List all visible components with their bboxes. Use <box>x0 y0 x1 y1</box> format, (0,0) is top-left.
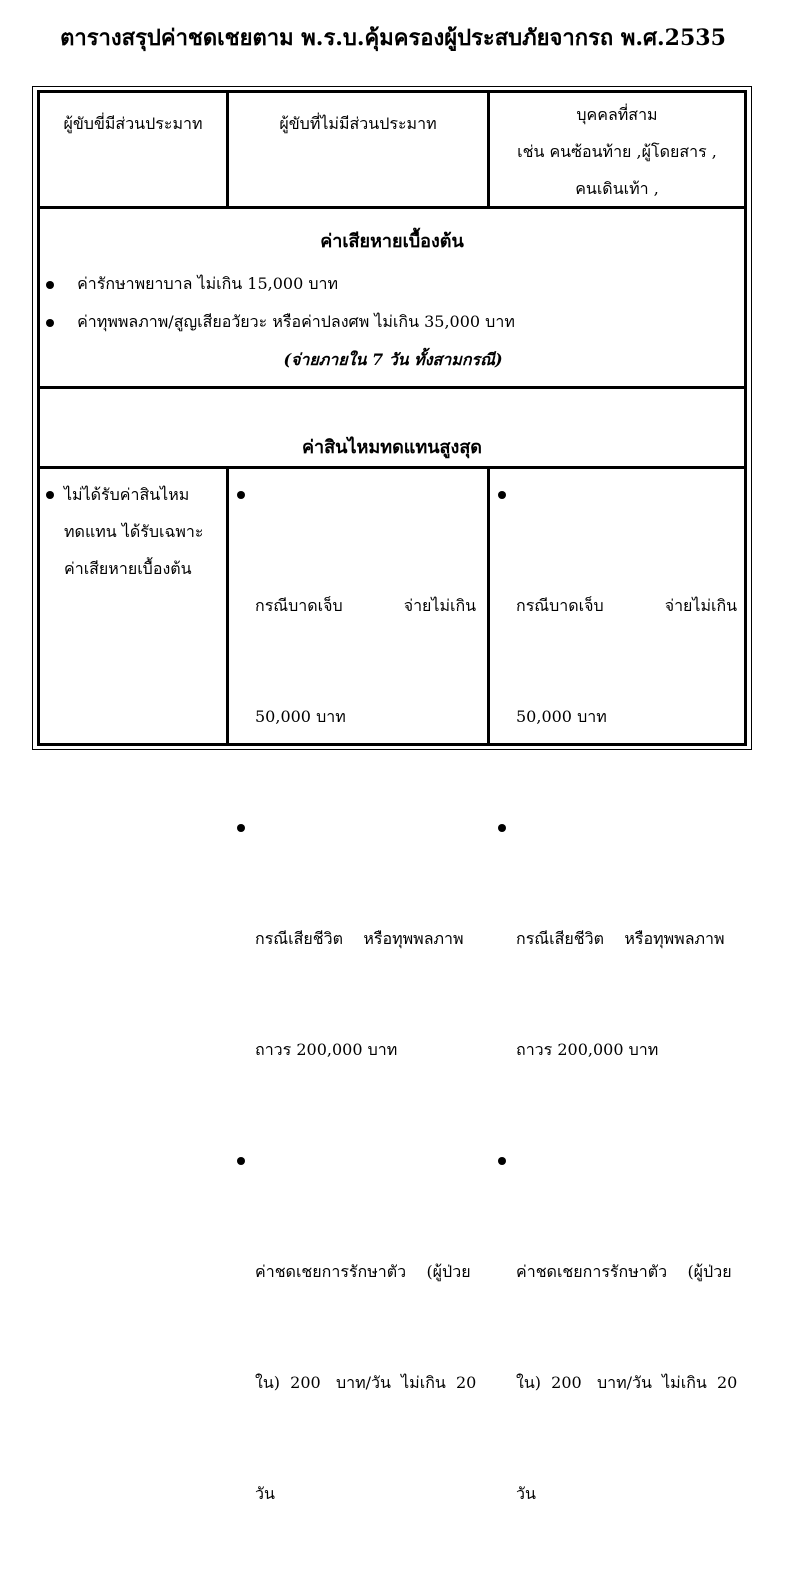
row-divider-max-heading <box>37 466 747 469</box>
list-item-line: 50,000 บาท <box>255 707 346 726</box>
header-col-third-party-line1: บุคคลที่สาม <box>576 105 658 124</box>
page-title: ตารางสรุปค่าชดเชยตาม พ.ร.บ.คุ้มครองผู้ประสบภัยจากรถ พ.ศ.2535 <box>60 25 726 51</box>
list-item-line: ใน) 200 บาท/วัน ไม่เกิน 20 <box>516 1373 738 1392</box>
list-item-line: กรณีเสียชีวิต หรือทุพพลภาพ <box>255 929 464 948</box>
header-col-careful-driver-label: ผู้ขับที่ไม่มีส่วนประมาท <box>279 114 437 133</box>
bullet-icon <box>498 491 506 499</box>
max-col-third-party <box>494 476 744 1576</box>
list-item-line: กรณีเสียชีวิต หรือทุพพลภาพ <box>516 929 725 948</box>
initial-item-disability-text: ค่าทุพพลภาพ/สูญเสียอวัยวะ หรือค่าปลงศพ ไม่เกิน 35,000 บาท <box>77 312 515 331</box>
header-col-third-party <box>490 96 744 207</box>
max-col-reckless-driver <box>42 476 222 587</box>
header-col-reckless-driver <box>40 112 226 137</box>
bullet-icon <box>237 1157 245 1165</box>
bullet-icon <box>237 491 245 499</box>
header-col-third-party-line2: เช่น คนซ้อนท้าย ,ผู้โดยสาร , <box>517 142 717 161</box>
bullet-icon <box>46 319 54 327</box>
initial-payment-note-text: (จ่ายภายใน 7 วัน ทั้งสามกรณี) <box>283 350 503 369</box>
list-item-line: ค่าเสียหายเบื้องต้น <box>64 559 192 578</box>
list-item-line: ใน) 200 บาท/วัน ไม่เกิน 20 <box>255 1373 477 1392</box>
list-item-line: กรณีบาดเจ็บ จ่ายไม่เกิน <box>516 596 738 615</box>
bullet-icon <box>46 281 54 289</box>
col-divider-max-2 <box>487 466 490 746</box>
header-col-third-party-line3: คนเดินเท้า , <box>575 179 659 198</box>
list-item <box>494 809 744 1142</box>
max-compensation-heading <box>40 432 744 461</box>
initial-damages-heading-text: ค่าเสียหายเบื้องต้น <box>320 231 464 252</box>
initial-item-medical <box>46 272 338 297</box>
initial-payment-note <box>0 348 786 373</box>
list-item <box>233 476 483 809</box>
list-item-line: วัน <box>516 1484 536 1503</box>
list-item <box>42 476 222 587</box>
list-item <box>494 1142 744 1576</box>
bullet-icon <box>237 824 245 832</box>
list-item-line: ถาวร 200,000 บาท <box>516 1040 659 1059</box>
list-item-line: ค่าชดเชยการรักษาตัว (ผู้ป่วย <box>255 1262 471 1281</box>
bullet-icon <box>46 491 54 499</box>
list-item-line: ทดแทน ได้รับเฉพาะ <box>64 522 204 541</box>
header-col-reckless-driver-label: ผู้ขับขี่มีส่วนประมาท <box>63 114 203 133</box>
list-item <box>233 1142 483 1576</box>
max-compensation-heading-text: ค่าสินไหมทดแทนสูงสุด <box>302 437 482 458</box>
initial-damages-heading <box>40 226 744 255</box>
header-col-careful-driver <box>229 112 487 137</box>
list-item <box>494 476 744 809</box>
list-item-line: ไม่ได้รับค่าสินไหม <box>64 485 190 504</box>
list-item-line: 50,000 บาท <box>516 707 607 726</box>
list-item-line: วัน <box>255 1484 275 1503</box>
list-item-line: กรณีบาดเจ็บ จ่ายไม่เกิน <box>255 596 477 615</box>
list-item <box>233 809 483 1142</box>
col-divider-header-1 <box>226 90 229 208</box>
initial-item-disability <box>46 310 515 335</box>
bullet-icon <box>498 824 506 832</box>
row-divider-initial <box>37 386 747 389</box>
initial-item-medical-text: ค่ารักษาพยาบาล ไม่เกิน 15,000 บาท <box>77 274 339 293</box>
list-item-line: ถาวร 200,000 บาท <box>255 1040 398 1059</box>
col-divider-max-1 <box>226 466 229 746</box>
bullet-icon <box>498 1157 506 1165</box>
list-item-line: ค่าชดเชยการรักษาตัว (ผู้ป่วย <box>516 1262 732 1281</box>
max-col-careful-driver <box>233 476 483 1576</box>
